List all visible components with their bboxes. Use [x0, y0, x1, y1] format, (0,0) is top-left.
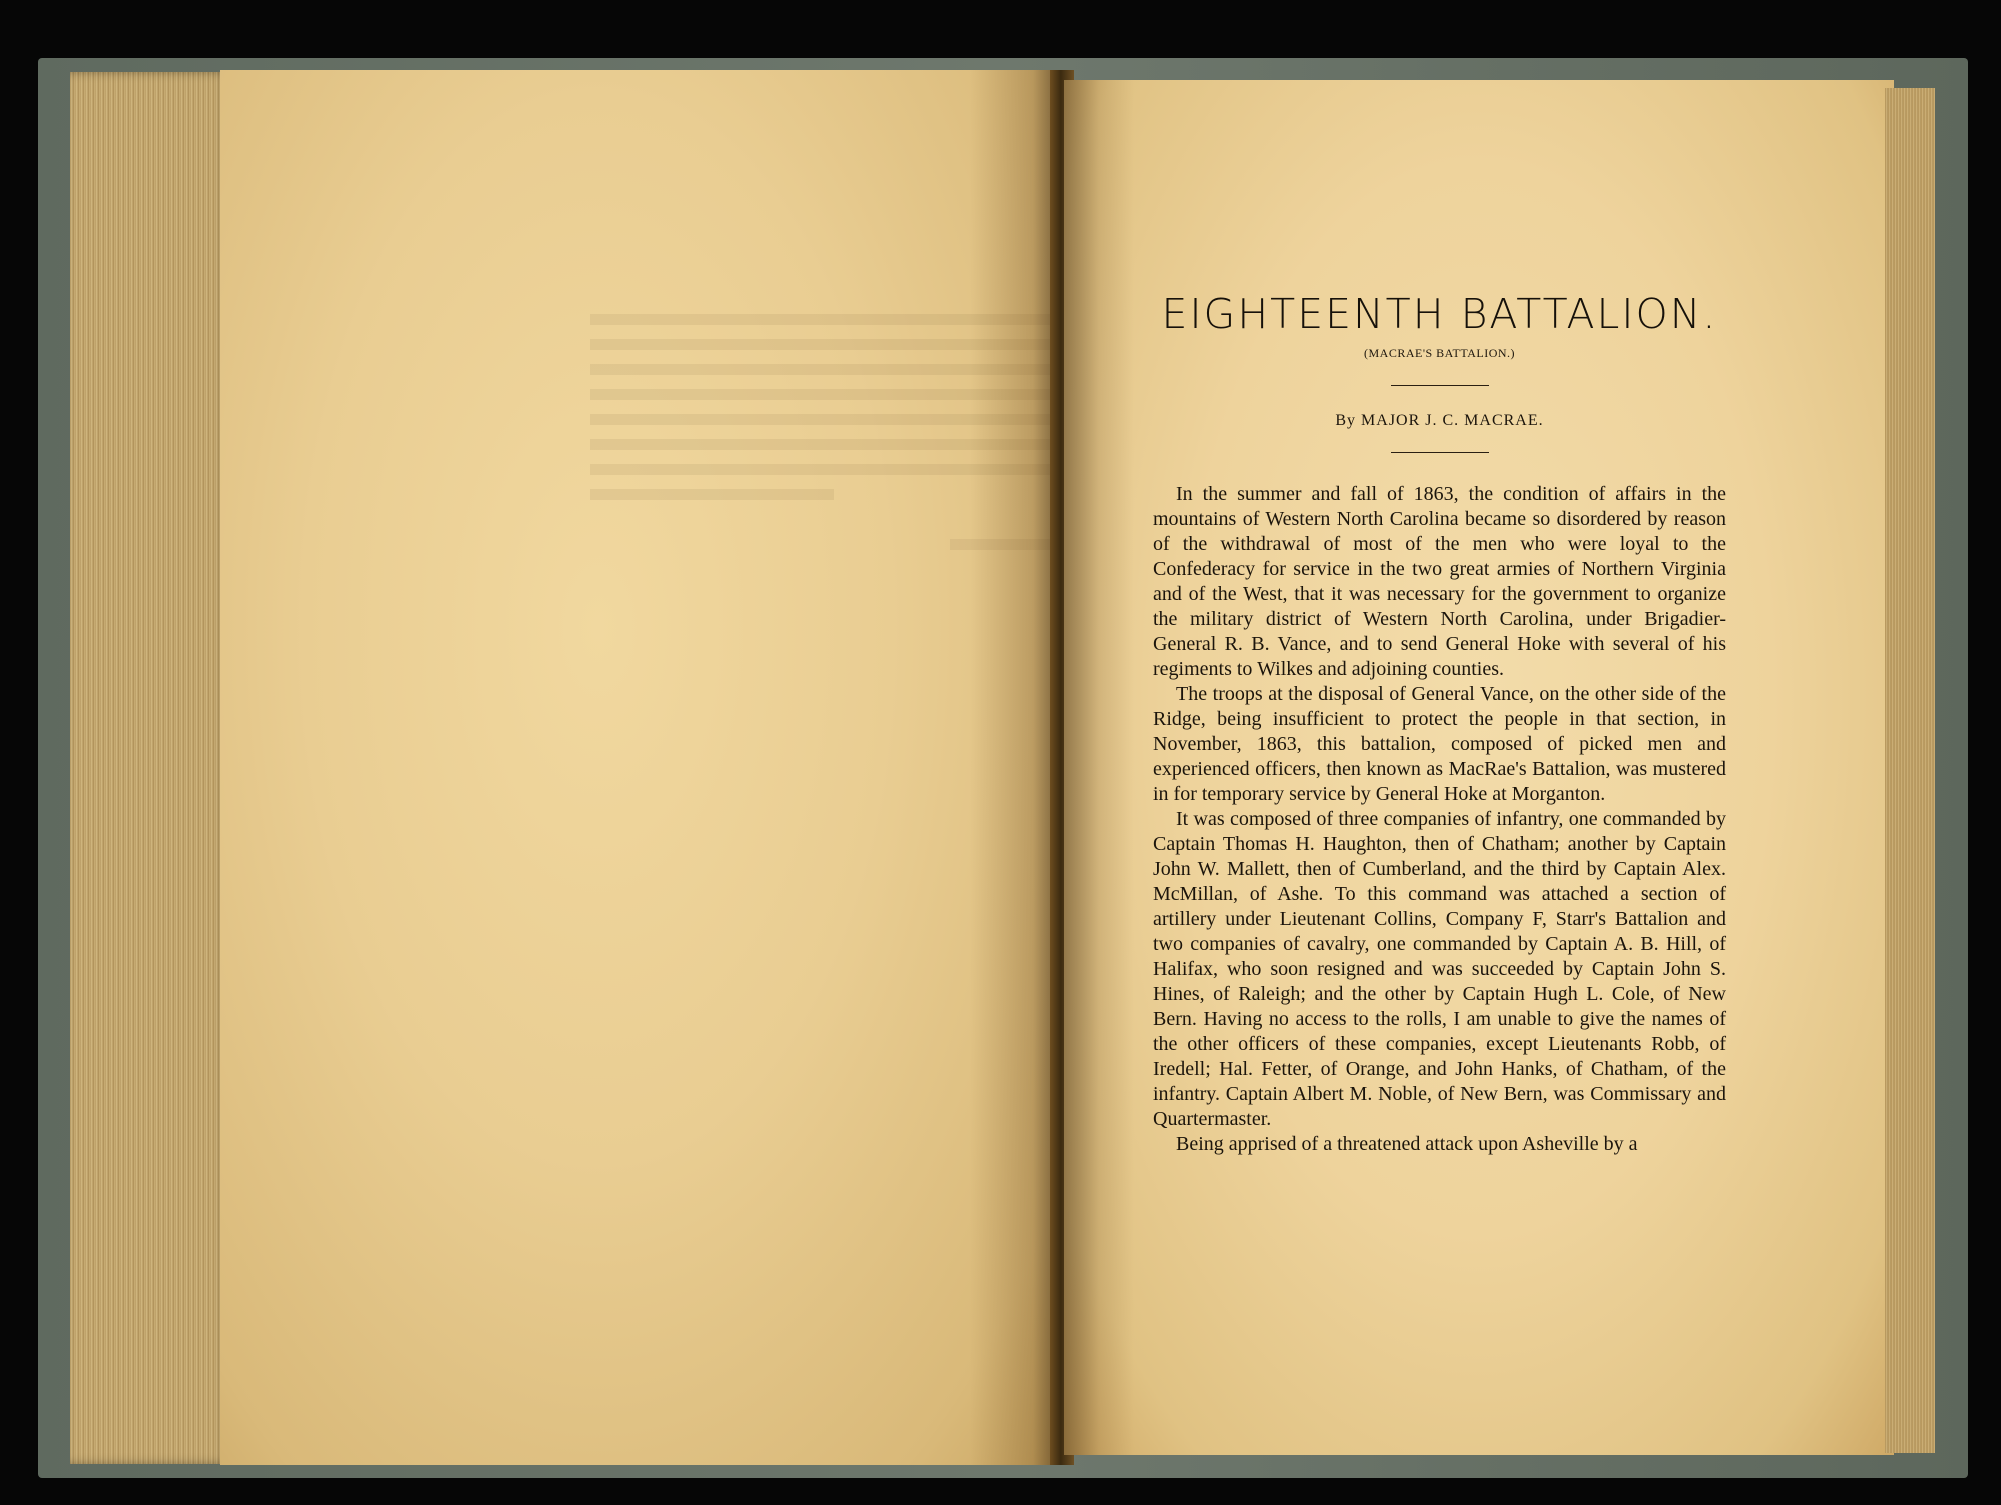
body-text: [1153, 482, 1726, 1157]
chapter-subtitle: (MACRAE'S BATTALION.): [1363, 346, 1516, 360]
paragraph: It was composed of three companies of infantry, one commanded by Captain Thomas H. Haughton, then of Chatham; another by Captain John W. Mallett, then of Cumberland, and the third by Captain Alex. McMillan, of Ashe. To this command was attached a section of artillery under Lieutenant Collins, Company F, Starr's Battalion and two companies of cavalry, one commanded by Captain A. B. Hill, of Halifax, who soon resigned and was succeeded by Captain John S. Hines, of Raleigh; and the other by Captain Hugh L. Cole, of New Bern. Having no access to the rolls, I am unable to give the names of the other officers of these companies, except Lieutenants Robb, of Iredell; Hal. Fetter, of Orange, and John Hanks, of Chatham, of the infantry. Captain Albert M. Noble, of New Bern, was Commissary and Quartermaster.: [1153, 808, 1726, 1130]
divider-rule: [1391, 385, 1489, 386]
author-byline: By MAJOR J. C. MACRAE.: [1335, 412, 1544, 429]
chapter-title: EIGHTEENTH BATTALION.: [1161, 290, 1718, 338]
paragraph: In the summer and fall of 1863, the condition of affairs in the mountains of Western North Carolina became so disordered by reason of the withdrawal of most of the men who were loyal to the Confederacy for service in the two great armies of Northern Virginia and of the West, that it was necessary for the government to organize the military district of Western North Carolina, under Brigadier-General R. B. Vance, and to send General Hoke with several of his regiments to Wilkes and adjoining counties.: [1153, 483, 1726, 680]
divider-rule: [1391, 452, 1489, 453]
paragraph: The troops at the disposal of General Vance, on the other side of the Ridge, being insufficient to protect the people in that section, in November, 1863, this battalion, composed of picked men and experienced officers, then known as MacRae's Battalion, was mustered in for temporary service by General Hoke at Morganton.: [1153, 683, 1726, 805]
left-page: [220, 70, 1060, 1465]
page-edges-left: [70, 72, 230, 1464]
page-content: [1153, 270, 1726, 1157]
page-edges-right: [1885, 88, 1935, 1453]
paragraph: Being apprised of a threatened attack upon Asheville by a: [1176, 1133, 1638, 1155]
